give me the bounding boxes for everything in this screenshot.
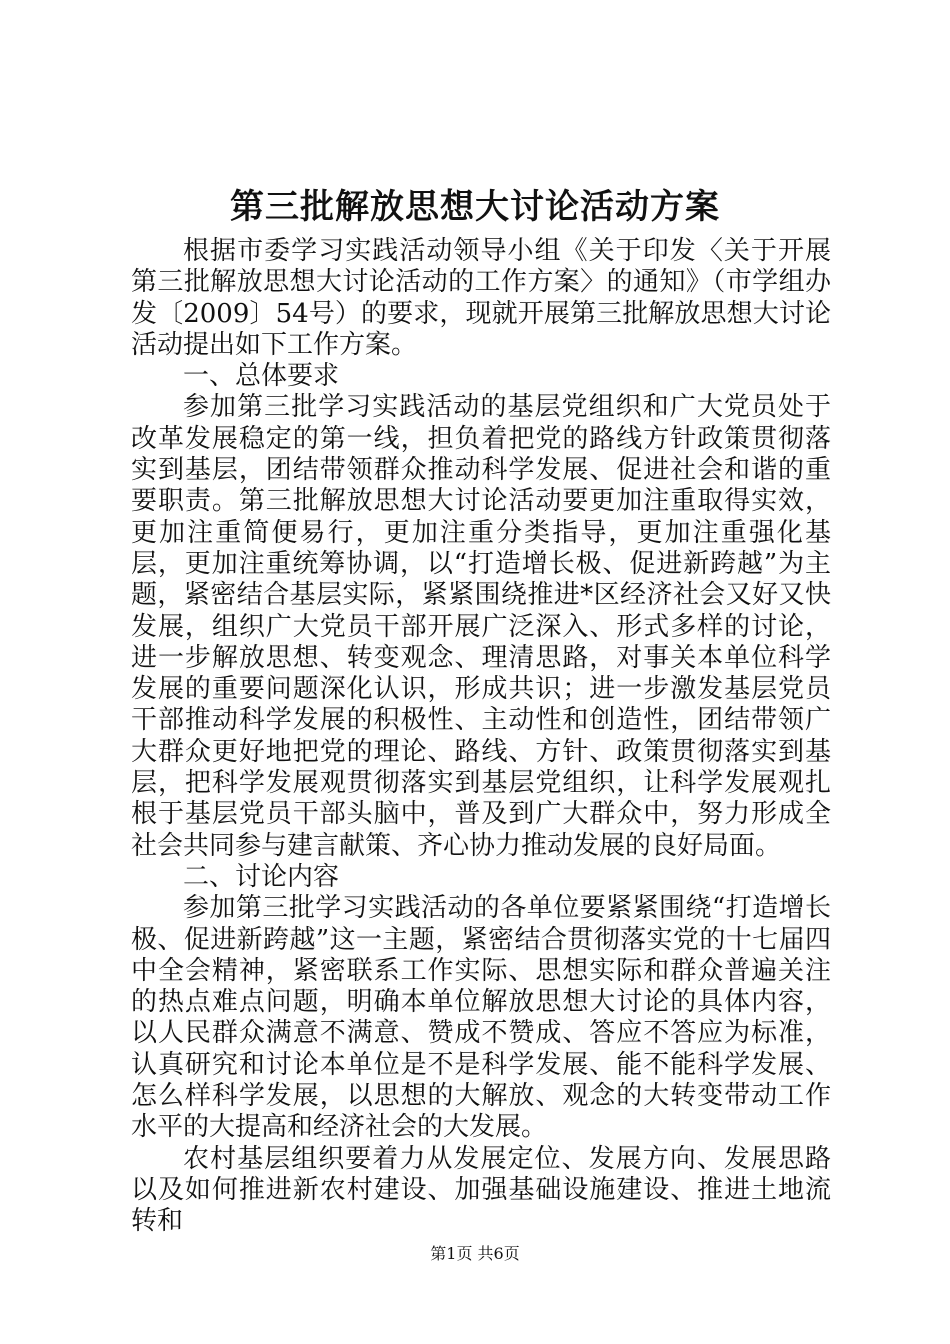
paragraph-intro: 根据市委学习实践活动领导小组《关于印发〈关于开展第三批解放思想大讨论活动的工作方案〉的通知》（市学组办发〔2009〕54号）的要求，现就开展第三批解放思想大讨论活动提出如下工作方案。 [131, 236, 831, 360]
page-footer: 第1页 共6页 [430, 1244, 520, 1263]
paragraph-rural-organizations: 农村基层组织要着力从发展定位、发展方向、发展思路以及如何推进新农村建设、加强基础设施建设、推进土地流转和 [131, 1143, 831, 1237]
section-heading-discussion-content: 二、讨论内容 [183, 861, 340, 892]
paragraph-general-requirements: 参加第三批学习实践活动的基层党组织和广大党员处于改革发展稳定的第一线，担负着把党的路线方针政策贯彻落实到基层，团结带领群众推动科学发展、促进社会和谐的重要职责。第三批解放思想大讨论活动要更加注重取得实效，更加注重简便易行，更加注重分类指导，更加注重强化基层，更加注重统筹协调，以“打造增长极、促进新跨越”为主题，紧密结合基层实际，紧紧围绕推进*区经济社会又好又快发展，组织广大党员干部开展广泛深入、形式多样的讨论，进一步解放思想、转变观念、理清思路，对事关本单位科学发展的重要问题深化认识，形成共识；进一步激发基层党员干部推动科学发展的积极性、主动性和创造性，团结带领广大群众更好地把党的理论、路线、方针、政策贯彻落实到基层，把科学发展观贯彻落实到基层党组织，让科学发展观扎根于基层党员干部头脑中，普及到广大群众中，努力形成全社会共同参与建言献策、齐心协力推动发展的良好局面。 [131, 392, 831, 861]
section-heading-general-requirements: 一、总体要求 [183, 361, 340, 392]
paragraph-discussion-content: 参加第三批学习实践活动的各单位要紧紧围绕“打造增长极、促进新跨越”这一主题，紧密结合贯彻落实党的十七届四中全会精神，紧密联系工作实际、思想实际和群众普遍关注的热点难点问题，明确本单位解放思想大讨论的具体内容，以人民群众满意不满意、赞成不赞成、答应不答应为标准，认真研究和讨论本单位是不是科学发展、能不能科学发展、怎么样科学发展，以思想的大解放、观念的大转变带动工作水平的大提高和经济社会的大发展。 [131, 893, 831, 1143]
document-body [131, 236, 831, 1238]
document-title: 第三批解放思想大讨论活动方案 [230, 187, 720, 227]
